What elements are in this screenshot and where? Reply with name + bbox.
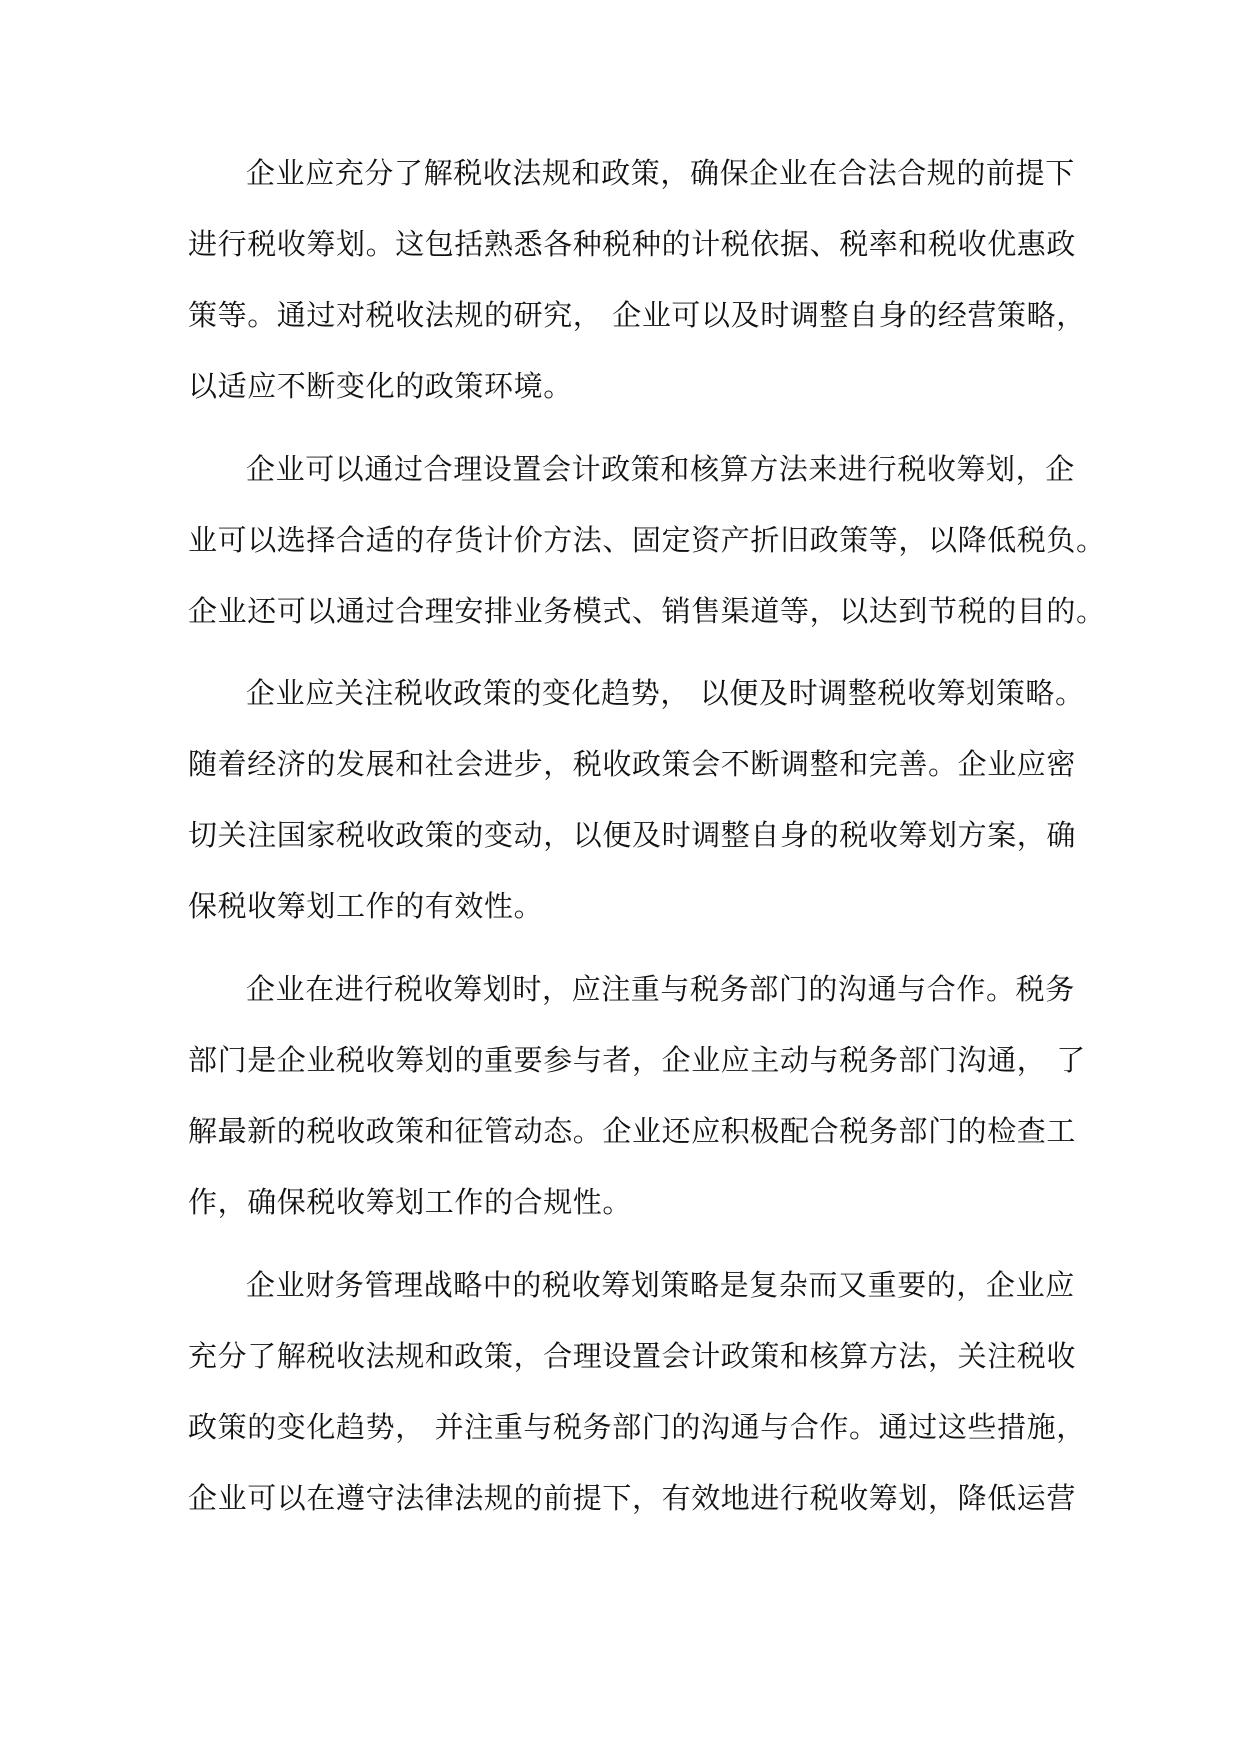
paragraph-3-line-3: 切关注国家税收政策的变动，以便及时调整自身的税收筹划方案，确 — [188, 818, 1077, 852]
paragraph-2-line-1: 企业可以通过合理设置会计政策和核算方法来进行税收筹划，企 — [246, 452, 1075, 486]
paragraph-5-line-2: 充分了解税收法规和政策，合理设置会计政策和核算方法，关注税收 — [188, 1339, 1077, 1373]
paragraph-3-line-1: 企业应关注税收政策的变化趋势， 以便及时调整税收筹划策略。 — [246, 676, 1085, 710]
paragraph-1-line-1: 企业应充分了解税收法规和政策，确保企业在合法合规的前提下 — [246, 156, 1075, 190]
paragraph-1-line-4: 以适应不断变化的政策环境。 — [188, 369, 573, 403]
paragraph-2-line-3: 企业还可以通过合理安排业务模式、销售渠道等，以达到节税的目的。 — [188, 594, 1106, 628]
paragraph-3-line-4: 保税收筹划工作的有效性。 — [188, 889, 544, 923]
paragraph-4-line-2: 部门是企业税收筹划的重要参与者，企业应主动与税务部门沟通， 了 — [188, 1043, 1086, 1077]
paragraph-4-line-1: 企业在进行税收筹划时，应注重与税务部门的沟通与合作。税务 — [246, 972, 1075, 1006]
paragraph-3-line-2: 随着经济的发展和社会进步，税收政策会不断调整和完善。企业应密 — [188, 747, 1077, 781]
paragraph-1-line-2: 进行税收筹划。这包括熟悉各种税种的计税依据、税率和税收优惠政 — [188, 227, 1077, 261]
paragraph-1-line-3: 策等。通过对税收法规的研究， 企业可以及时调整自身的经营策略， — [188, 298, 1086, 332]
paragraph-5-line-3: 政策的变化趋势， 并注重与税务部门的沟通与合作。通过这些措施， — [188, 1410, 1086, 1444]
paragraph-4-line-3: 解最新的税收政策和征管动态。企业还应积极配合税务部门的检查工 — [188, 1114, 1077, 1148]
paragraph-5-line-4: 企业可以在遵守法律法规的前提下，有效地进行税收筹划，降低运营 — [188, 1481, 1077, 1515]
paragraph-4-line-4: 作，确保税收筹划工作的合规性。 — [188, 1185, 633, 1219]
paragraph-2-line-2: 业可以选择合适的存货计价方法、固定资产折旧政策等，以降低税负。 — [188, 523, 1106, 557]
paragraph-5-line-1: 企业财务管理战略中的税收筹划策略是复杂而又重要的，企业应 — [246, 1268, 1075, 1302]
